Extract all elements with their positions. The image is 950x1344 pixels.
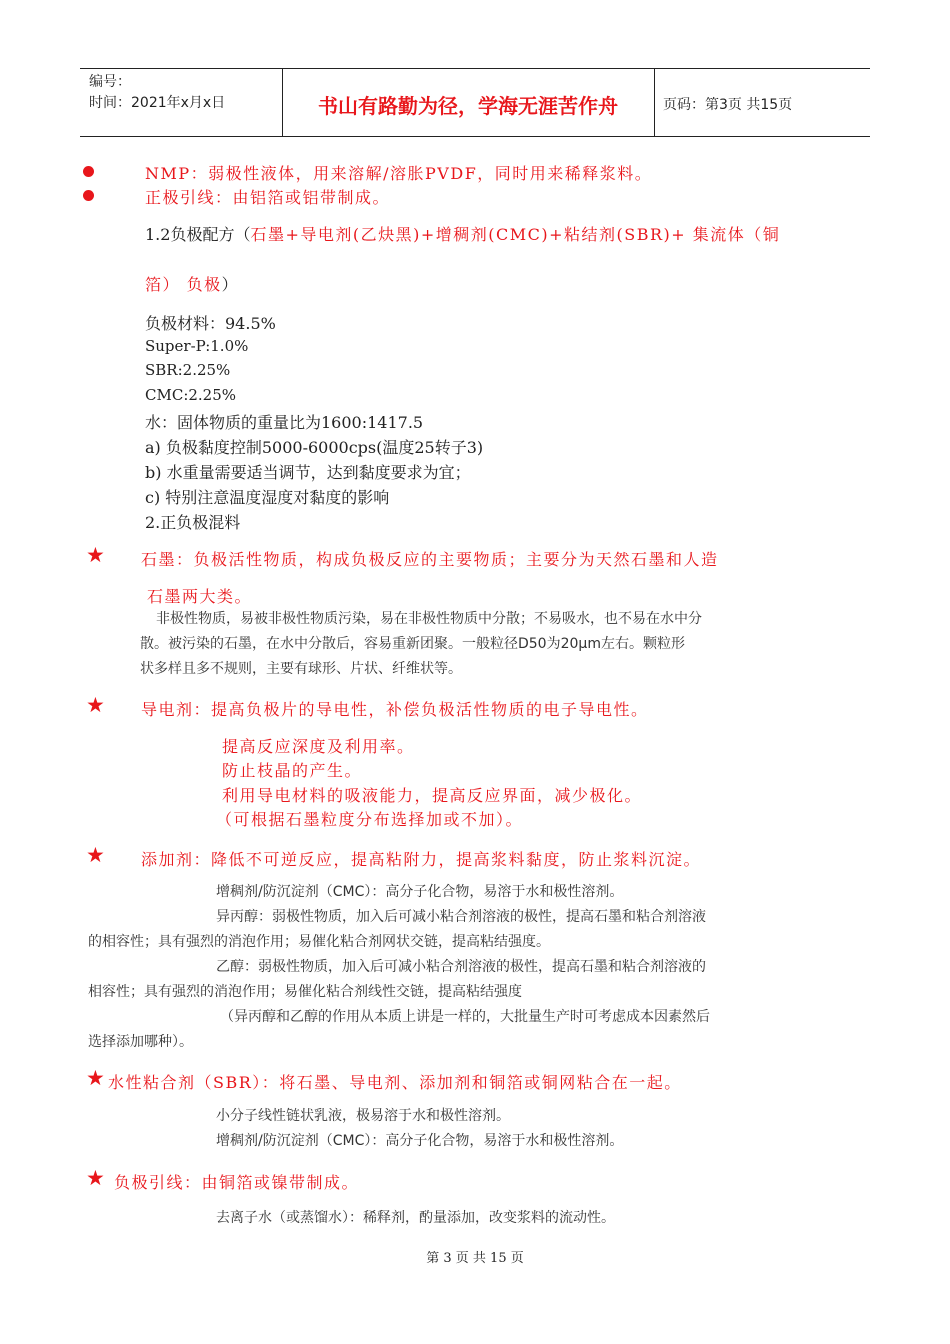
formula-heading-prefix: 1.2负极配方（ [145, 225, 251, 244]
star-icon: ★ [86, 1166, 105, 1190]
document-number: 编号： [89, 74, 131, 90]
conductive-item: 提高反应深度及利用率。 [222, 737, 415, 756]
star-icon: ★ [86, 1066, 105, 1090]
formula-line: b) 水重量需要适当调节，达到黏度要求为宜； [145, 463, 471, 482]
page-footer: 第 3 页 共 15 页 [426, 1251, 524, 1266]
additive-title: 添加剂：降低不可逆反应，提高粘附力，提高浆料黏度，防止浆料沉淀。 [141, 850, 702, 869]
additive-note-cont: 选择添加哪种）。 [88, 1034, 193, 1050]
header-motto: 书山有路勤为径，学海无涯苦作舟 [318, 94, 618, 118]
formula-line: Super-P:1.0% [145, 337, 249, 355]
header-divider [654, 69, 655, 136]
formula-heading-red: 石墨+导电剂(乙炔黑)+增稠剂(CMC)+粘结剂(SBR)+ 集流体（铜 [250, 225, 781, 244]
additive-ethanol: 乙醇：弱极性物质，加入后可减小粘合剂溶液的极性，提高石墨和粘合剂溶液的 [216, 959, 706, 975]
positive-lead-line: 正极引线：由铝箔或铝带制成。 [145, 188, 391, 207]
additive-ipa-cont: 的相容性；具有强烈的消泡作用；易催化粘合剂网状交链，提高粘结强度。 [88, 934, 550, 950]
formula-heading-red-cont: 箔） 负极 [145, 275, 222, 294]
formula-heading-suffix: ） [221, 275, 238, 294]
negative-lead-title: 负极引线：由铜箔或镍带制成。 [114, 1173, 360, 1192]
bullet-dot [83, 166, 94, 177]
graphite-title-cont: 石墨两大类。 [147, 587, 253, 606]
formula-heading-cont [145, 272, 238, 295]
additive-note: （异丙醇和乙醇的作用从本质上讲是一样的，大批量生产时可考虑成本因素然后 [220, 1009, 710, 1025]
formula-heading [145, 222, 780, 245]
star-icon: ★ [86, 843, 105, 867]
star-icon: ★ [86, 543, 105, 567]
sbr-line: 增稠剂/防沉淀剂（CMC）：高分子化合物，易溶于水和极性溶剂。 [216, 1133, 624, 1149]
star-icon: ★ [86, 693, 105, 717]
graphite-desc: 状多样且多不规则，主要有球形、片状、纤维状等。 [140, 661, 462, 677]
conductive-item: （可根据石墨粒度分布选择加或不加）。 [216, 810, 524, 829]
graphite-title: 石墨：负极活性物质，构成负极反应的主要物质；主要分为天然石墨和人造 [141, 550, 719, 569]
additive-ipa: 异丙醇：弱极性物质，加入后可减小粘合剂溶液的极性，提高石墨和粘合剂溶液 [216, 909, 706, 925]
section-heading-mixing: 2.正负极混料 [145, 513, 241, 532]
page-header [80, 68, 870, 137]
document-date: 时间：2021年x月x日 [89, 95, 226, 111]
nmp-line: NMP：弱极性液体，用来溶解/溶胀PVDF，同时用来稀释浆料。 [145, 164, 653, 183]
header-meta [89, 72, 225, 114]
formula-line: SBR:2.25% [145, 361, 231, 379]
graphite-desc: 非极性物质，易被非极性物质污染，易在非极性物质中分散；不易吸水，也不易在水中分 [156, 611, 702, 627]
formula-line: 水：固体物质的重量比为1600:1417.5 [145, 413, 424, 432]
conductive-item: 防止枝晶的产生。 [222, 761, 363, 780]
additive-cmc: 增稠剂/防沉淀剂（CMC）：高分子化合物，易溶于水和极性溶剂。 [216, 884, 624, 900]
sbr-line: 小分子线性链状乳液，极易溶于水和极性溶剂。 [216, 1108, 510, 1124]
conductive-title: 导电剂：提高负极片的导电性，补偿负极活性物质的电子导电性。 [141, 700, 649, 719]
formula-line: CMC:2.25% [145, 386, 237, 404]
bullet-dot [83, 190, 94, 201]
conductive-item: 利用导电材料的吸液能力，提高反应界面，减少极化。 [222, 786, 643, 805]
formula-line: 负极材料：94.5% [145, 314, 276, 333]
header-page-number: 页码：第3页 共15页 [663, 97, 793, 113]
negative-lead-line: 去离子水（或蒸馏水）：稀释剂，酌量添加，改变浆料的流动性。 [216, 1210, 615, 1226]
graphite-desc: 散。被污染的石墨，在水中分散后，容易重新团聚。一般粒径D50为20μm左右。颗粒形 [140, 636, 685, 652]
sbr-title: 水性粘合剂（SBR）：将石墨、导电剂、添加剂和铜箔或铜网粘合在一起。 [108, 1073, 682, 1092]
formula-line: a) 负极黏度控制5000-6000cps(温度25转子3) [145, 438, 484, 457]
formula-line: c) 特别注意温度湿度对黏度的影响 [145, 488, 390, 507]
additive-ethanol-cont: 相容性；具有强烈的消泡作用；易催化粘合剂线性交链，提高粘结强度 [88, 984, 522, 1000]
